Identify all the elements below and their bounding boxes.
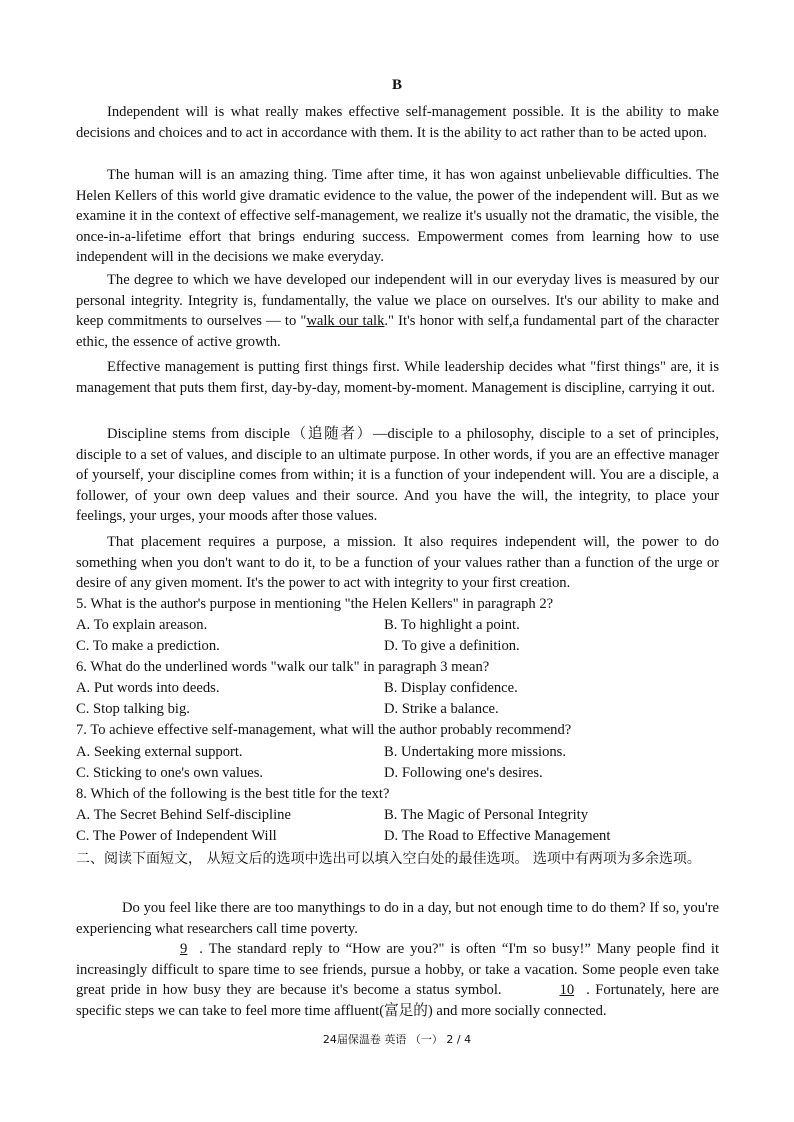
passage-paragraph-1: Independent will is what really makes effective self-management possible. It is the ability to make decisions and choices and to act in accordance with them. It is the ability to act rather than to be acted upon.	[76, 104, 719, 141]
question-8-option-d[interactable]: D. The Road to Effective Management	[384, 828, 611, 844]
question-6-option-a[interactable]: A. Put words into deeds.	[76, 680, 220, 696]
question-5-stem: 5. What is the author's purpose in mentioning "the Helen Kellers" in paragraph 2?	[76, 596, 554, 612]
question-6-option-b[interactable]: B. Display confidence.	[384, 680, 518, 696]
question-5-option-d[interactable]: D. To give a definition.	[384, 638, 520, 654]
underlined-phrase: walk our talk	[306, 313, 385, 329]
section-2-instruction: 二、阅读下面短文， 从短文后的选项中选出可以填入空白处的最佳选项。 选项中有两项为多余选项。	[76, 851, 701, 867]
blank-9[interactable]: 9	[180, 941, 188, 957]
section-letter: B	[391, 77, 402, 93]
question-5-option-c[interactable]: C. To make a prediction.	[76, 638, 220, 654]
question-7-option-b[interactable]: B. Undertaking more missions.	[384, 744, 567, 760]
question-7-stem: 7. To achieve effective self-management, what will the author probably recommend?	[76, 722, 572, 738]
question-6-option-d[interactable]: D. Strike a balance.	[384, 701, 499, 717]
blank-10[interactable]: 10	[559, 982, 575, 998]
section-2-text-b: . Fortunately, here are specific steps we can take to feel more time affluent(富足的) and more socially connected.	[76, 982, 719, 1019]
question-6-option-c[interactable]: C. Stop talking big.	[76, 701, 190, 717]
question-8-stem: 8. Which of the following is the best title for the text?	[76, 786, 390, 802]
passage-paragraph-2: The human will is an amazing thing. Time after time, it has won against unbelievable difficulties. The Helen Kellers of this world give dramatic evidence to the value, the power of the independent will. But as we examine it in the context of effective self-management, we realize it's usually not the dramatic, the visible, the once-in-a-lifetime effort that brings enduring success. Empowerment comes from learning how to use independent will in the decisions we make everyday.	[76, 167, 719, 265]
question-8-option-c[interactable]: C. The Power of Independent Will	[76, 828, 277, 844]
question-5-option-a[interactable]: A. To explain areason.	[76, 617, 208, 633]
question-7-option-c[interactable]: C. Sticking to one's own values.	[76, 765, 264, 781]
passage-paragraph-6: That placement requires a purpose, a mission. It also requires independent will, the power to do something when you don't want to do it, to be a function of your values rather than a function of the urge or desire of any given moment. It's the power to act with integrity to your first creation.	[76, 534, 719, 591]
question-7-option-a[interactable]: A. Seeking external support.	[76, 744, 243, 760]
question-6-stem: 6. What do the underlined words "walk our talk" in paragraph 3 mean?	[76, 659, 490, 675]
question-5-option-b[interactable]: B. To highlight a point.	[384, 617, 520, 633]
question-8-option-a[interactable]: A. The Secret Behind Self-discipline	[76, 807, 291, 823]
page-footer: 24届保温卷 英语 （一） 2 / 4	[322, 1033, 472, 1046]
question-7-option-d[interactable]: D. Following one's desires.	[384, 765, 543, 781]
paragraph-3-text-before: The degree to which we have developed our independent will in our everyday lives is measured by our personal integrity. Integrity is, fundamentally, the value we place on ourselves. It's our ability to make and keep commitments to ourselves — to "	[76, 272, 719, 329]
passage-paragraph-3	[76, 270, 719, 352]
question-8-option-b[interactable]: B. The Magic of Personal Integrity	[384, 807, 588, 823]
passage-paragraph-4: Effective management is putting first things first. While leadership decides what "first things" are, it is management that puts them first, day-by-day, moment-by-moment. Management is discipline, carrying it out.	[76, 359, 719, 396]
section-2-paragraph-2	[76, 939, 719, 1021]
section-2-paragraph-1: Do you feel like there are too manythings to do in a day, but not enough time to do them? If so, you're experiencing what researchers call time poverty.	[76, 900, 719, 937]
passage-paragraph-5: Discipline stems from disciple（追随者）—disciple to a philosophy, disciple to a set of principles, disciple to a set of values, and disciple to an ultimate purpose. In other words, if you are an effective manager of yourself, your discipline comes from within; it is a function of your independent will. You are a disciple, a follower, of your own deep values and their source. And you have the will, the integrity, to place your feelings, your urges, your moods after those values.	[76, 426, 719, 524]
section-2-text-a: . The standard reply to “How are you?" is often “I'm so busy!” Many people find it increasingly difficult to spare time to see friends, pursue a hobby, or take a vacation. Some people even take great pride in how busy they are because it's become a status symbol.	[76, 941, 719, 998]
paragraph-3-text-after: ." It's honor with self,a fundamental part of the character ethic, the essence of active growth.	[76, 313, 719, 350]
